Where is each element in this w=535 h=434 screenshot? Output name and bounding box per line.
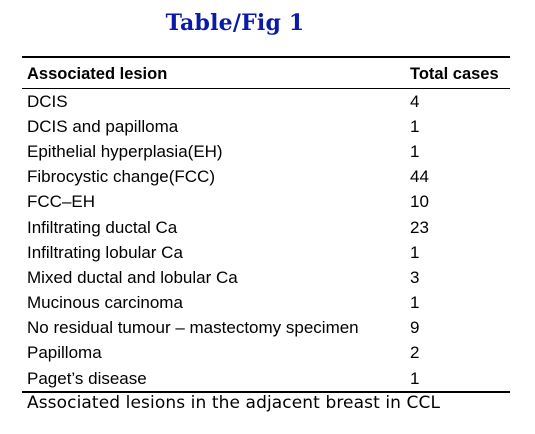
cases-cell: 10 bbox=[410, 192, 429, 212]
lesion-cell: DCIS and papilloma bbox=[27, 116, 179, 136]
table-body bbox=[22, 89, 510, 392]
table-row bbox=[22, 341, 510, 366]
table-caption: Associated lesions in the adjacent breast in CCL bbox=[27, 393, 441, 413]
lesion-cell: Papilloma bbox=[27, 343, 102, 363]
table-row bbox=[22, 291, 510, 316]
header-associated-lesion: Associated lesion bbox=[27, 64, 168, 83]
table-row bbox=[22, 139, 510, 164]
lesion-cell: Paget’s disease bbox=[27, 368, 147, 388]
table-row bbox=[22, 366, 510, 391]
cases-cell: 1 bbox=[410, 293, 420, 313]
cases-cell: 3 bbox=[410, 267, 420, 287]
cases-cell: 9 bbox=[410, 318, 420, 338]
header-row bbox=[22, 58, 510, 89]
lesion-table-container bbox=[22, 56, 510, 393]
header-total-cases: Total cases bbox=[410, 64, 499, 83]
table-row bbox=[22, 89, 510, 115]
lesion-table bbox=[22, 58, 510, 391]
cases-cell: 4 bbox=[410, 91, 420, 111]
lesion-cell: No residual tumour – mastectomy specimen bbox=[27, 318, 359, 338]
lesion-cell: Infiltrating ductal Ca bbox=[27, 217, 178, 237]
table-row bbox=[22, 165, 510, 190]
cases-cell: 44 bbox=[410, 167, 429, 187]
page-title: Table/Fig 1 bbox=[165, 10, 305, 36]
cases-cell: 1 bbox=[410, 116, 420, 136]
lesion-cell: Infiltrating lobular Ca bbox=[27, 242, 183, 262]
cases-cell: 1 bbox=[410, 368, 420, 388]
lesion-cell: DCIS bbox=[27, 91, 68, 111]
cases-cell: 1 bbox=[410, 242, 420, 262]
lesion-cell: Fibrocystic change(FCC) bbox=[27, 167, 215, 187]
lesion-cell: Epithelial hyperplasia(EH) bbox=[27, 141, 223, 161]
table-row bbox=[22, 190, 510, 215]
table-row bbox=[22, 316, 510, 341]
cases-cell: 2 bbox=[410, 343, 420, 363]
table-row bbox=[22, 240, 510, 265]
table-row bbox=[22, 114, 510, 139]
table-header bbox=[22, 58, 510, 89]
lesion-cell: FCC–EH bbox=[27, 192, 96, 212]
lesion-cell: Mixed ductal and lobular Ca bbox=[27, 267, 238, 287]
table-row bbox=[22, 265, 510, 290]
cases-cell: 1 bbox=[410, 141, 420, 161]
table-row bbox=[22, 215, 510, 240]
cases-cell: 23 bbox=[410, 217, 429, 237]
lesion-cell: Mucinous carcinoma bbox=[27, 293, 183, 313]
